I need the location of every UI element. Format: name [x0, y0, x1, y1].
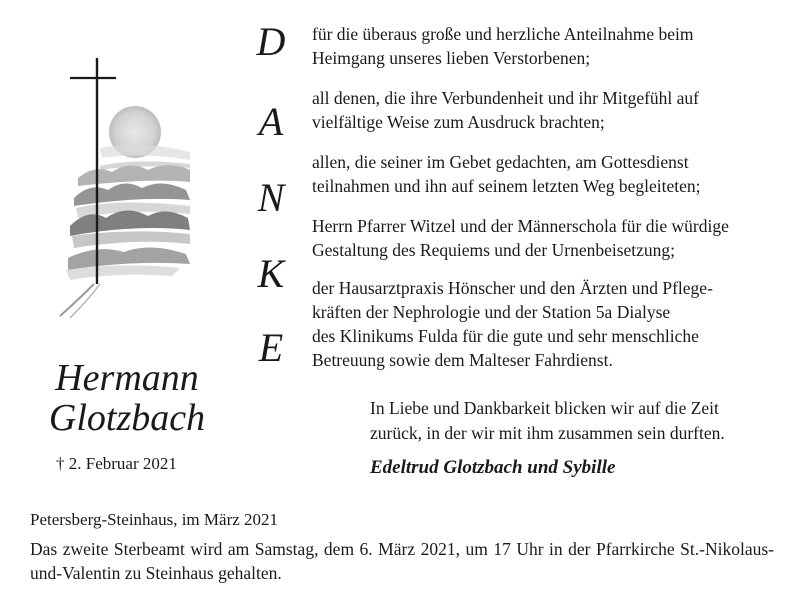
danke-letter: E: [258, 325, 284, 370]
memorial-service-announcement: Das zweite Sterbeamt wird am Samstag, dem 6. März 2021, um 17 Uhr in der Pfarrkirche St.-Nikolaus-und-Valentin zu Steinhaus gehalten.: [30, 539, 774, 583]
thanks-paragraph: all denen, die ihre Verbundenheit und ihr Mitgefühl auf vielfältige Weise zum Ausdruck brachten;: [312, 88, 699, 132]
thanks-paragraph: für die überaus große und herzliche Anteilnahme beim Heimgang unseres lieben Verstorbenen;: [312, 24, 694, 68]
thanks-paragraph: allen, die seiner im Gebet gedachten, am Gottesdienst teilnahmen und ihn auf seinem letzten Weg begleiteten;: [312, 152, 701, 196]
danke-letter: K: [257, 251, 285, 296]
deceased-first-name: Hermann: [55, 357, 199, 399]
danke-letter: A: [258, 99, 284, 144]
thanks-paragraph: Herrn Pfarrer Witzel und der Männerschola für die würdige Gestaltung des Requiems und der Urnenbeisetzung;: [312, 216, 729, 260]
deceased-last-name: Glotzbach: [48, 397, 206, 439]
danke-letter: N: [257, 175, 285, 220]
signature: Edeltrud Glotzbach und Sybille: [370, 457, 616, 478]
closing-text: In Liebe und Dankbarkeit blicken wir auf die Zeit zurück, in der wir mit ihm zusammen sein durften.: [370, 398, 725, 443]
cross-landscape-icon: [40, 48, 220, 320]
mountain-range-back: [78, 165, 190, 186]
death-date: † 2. Februar 2021: [56, 454, 177, 473]
thanks-paragraph: der Hausarztpraxis Hönscher und den Ärzten und Pflege- kräften der Nephrologie und der Station 5a Dialyse des Klinikums Fulda für die gute und sehr menschliche Betreuung sowie dem Malteser Fahrdienst.: [312, 278, 713, 370]
danke-letter: D: [256, 19, 286, 64]
place-and-date: Petersberg-Steinhaus, im März 2021: [30, 510, 279, 529]
